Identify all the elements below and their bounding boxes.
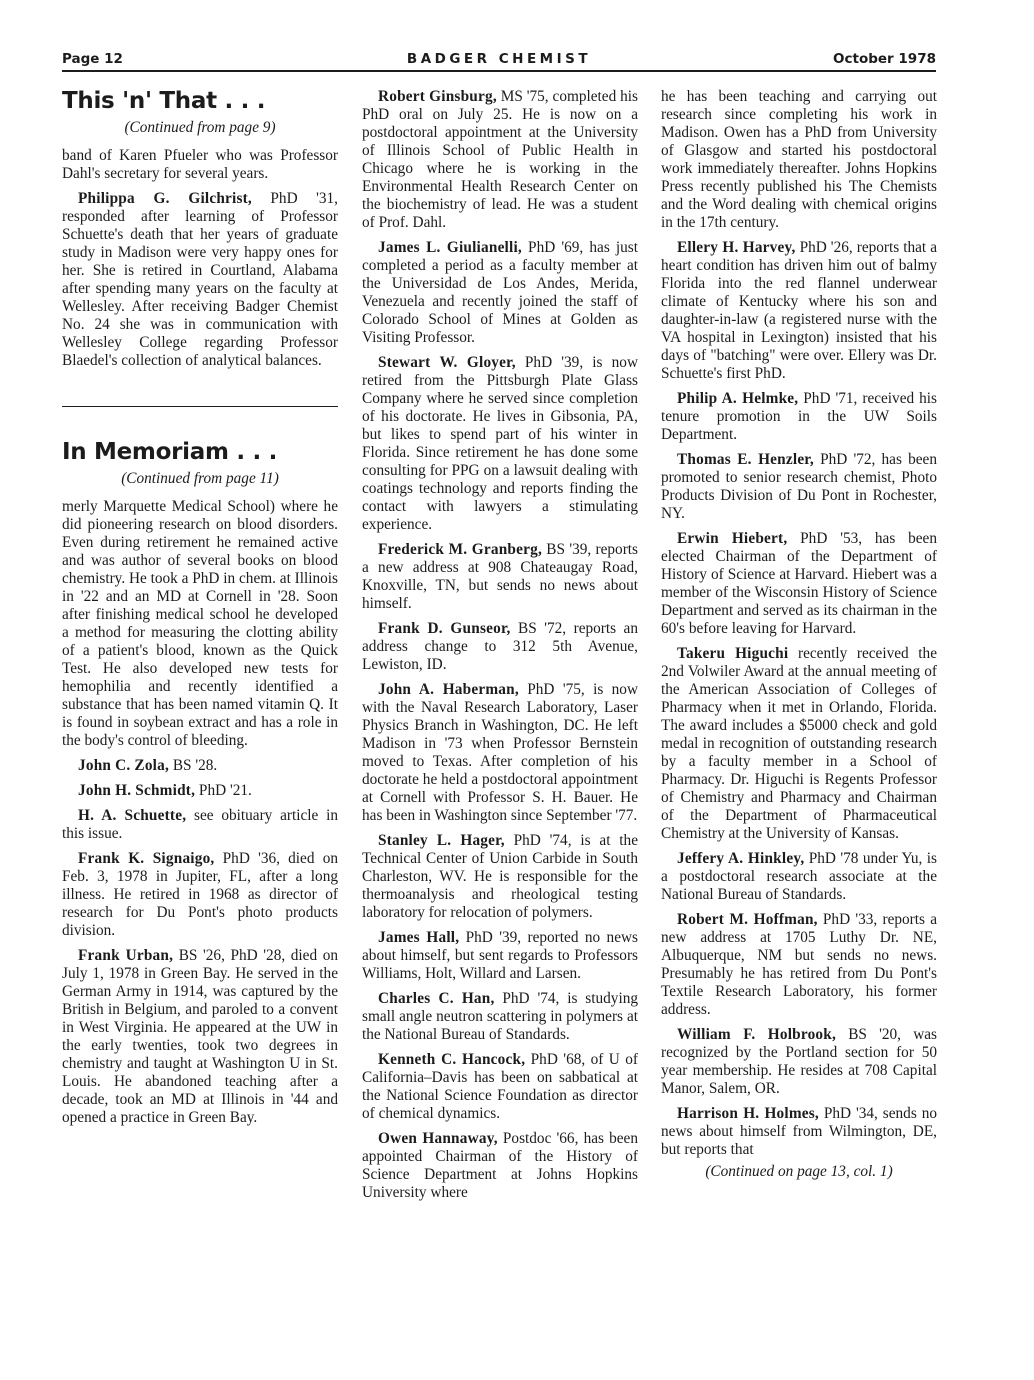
- news-item: [362, 1051, 638, 1123]
- item-text: he has been teaching and carrying out research since completing his work in Madison. Owen has a PhD from University of Glasgow and started his postdoctoral work immediately thereafter. Johns Hopkins Press recently published his The Chemists and the Word dealing with chemical origins in the 17th century.: [661, 88, 937, 231]
- item-text: PhD '68, of U of California–Davis has been on sabbatical at the National Science Foundation as director of chemical dynamics.: [362, 1051, 639, 1122]
- news-item: [362, 239, 638, 347]
- continued-on-note: (Continued on page 13, col. 1): [705, 1163, 893, 1180]
- news-item: [661, 88, 937, 232]
- item-text: PhD '78 under Yu, is a postdoctoral research associate at the National Bureau of Standards.: [661, 850, 937, 903]
- news-item: [362, 990, 638, 1044]
- item-text: PhD '74, is at the Technical Center of Union Carbide in South Charleston, WV. He is responsible for the thermoanalysis and rheological testing laboratory for relocation of polymers.: [362, 832, 638, 921]
- alumnus-name: Ellery H. Harvey,: [677, 239, 796, 256]
- news-item: [362, 1130, 638, 1202]
- item-text: PhD '74, is studying small angle neutron scattering in polymers at the National Bureau of Standards.: [362, 990, 638, 1043]
- item-text: PhD '53, has been elected Chairman of the Department of History of Science at Harvard. Hiebert was a member of the Wisconsin History of Science Department and served as its chairman in the 60's before leaving for Harvard.: [661, 530, 937, 637]
- news-item: [362, 88, 638, 232]
- news-item: [62, 498, 338, 750]
- item-text: PhD '31, responded after learning of Professor Schuette's death that her years of graduate study in Madison were very happy ones for her. She is retired in Courtland, Alabama after spending many years on the faculty at Wellesley. After receiving Badger Chemist No. 24 she was in communication with Wellesley College regarding Professor Blaedel's collection of analytical balances.: [62, 190, 338, 369]
- in-memoriam-continued: (Continued from page 11): [121, 470, 279, 487]
- item-text: PhD '39, reported no news about himself, but sent regards to Professors Williams, Holt, Willard and Larsen.: [362, 929, 638, 982]
- news-item: [362, 354, 638, 534]
- news-item: [362, 681, 638, 825]
- alumnus-name: Kenneth C. Hancock,: [378, 1051, 526, 1068]
- item-text: PhD '72, has been promoted to senior research chemist, Photo Products Division of Du Pont in Rochester, NY.: [661, 451, 937, 522]
- item-text: BS '26, PhD '28, died on July 1, 1978 in Green Bay. He served in the German Army in 1914, was captured by the British in Belgium, and paroled to a convent in West Virginia. He appeared at the UW in the early twenties, took two degrees in chemistry and taught at Washington U in St. Louis. He abandoned teaching after a decade, took an MD at Illinois in '44 and opened a practice in Green Bay.: [62, 947, 338, 1126]
- item-text: see obituary article in this issue.: [62, 807, 338, 842]
- item-text: Postdoc '66, has been appointed Chairman of the History of Science Department at Johns Hopkins University where: [362, 1130, 638, 1201]
- alumnus-name: Frank K. Signaigo,: [78, 850, 215, 867]
- item-text: BS '28.: [169, 757, 218, 774]
- news-item: [661, 1105, 937, 1159]
- in-memoriam-heading: In Memoriam . . .: [62, 439, 278, 465]
- item-text: BS '20, was recognized by the Portland section for 50 year membership. He resides at 708 Capital Manor, Salem, OR.: [661, 1026, 937, 1097]
- alumnus-name: Erwin Hiebert,: [677, 530, 788, 547]
- column-3: [661, 88, 937, 1181]
- news-item: [661, 390, 937, 444]
- alumnus-name: Takeru Higuchi: [677, 645, 789, 662]
- alumnus-name: Robert Ginsburg,: [378, 88, 497, 105]
- news-item: [661, 645, 937, 843]
- alumnus-name: William F. Holbrook,: [677, 1026, 837, 1043]
- item-text: BS '72, reports an address change to 312 5th Avenue, Lewiston, ID.: [362, 620, 638, 673]
- news-item: [62, 190, 338, 370]
- alumnus-name: Stanley L. Hager,: [378, 832, 505, 849]
- item-text: PhD '21.: [195, 782, 252, 799]
- news-item: [661, 239, 937, 383]
- news-item: [62, 147, 338, 183]
- column-2-body: [362, 88, 638, 1202]
- alumnus-name: Harrison H. Holmes,: [677, 1105, 819, 1122]
- news-item: [362, 929, 638, 983]
- news-item: [62, 757, 338, 775]
- this-n-that-continued: (Continued from page 9): [124, 119, 276, 136]
- alumnus-name: James Hall,: [378, 929, 460, 946]
- item-text: PhD '39, is now retired from the Pittsburgh Plate Glass Company where he served since completion of his doctorate. He lives in Gibsonia, PA, but likes to spend part of his winter in Florida. Since retirement he has done some consulting for PPG on a lawsuit dealing with coatings technology and reports finding the contact with lawyers a stimulating experience.: [362, 354, 638, 533]
- alumnus-name: John A. Haberman,: [378, 681, 519, 698]
- alumnus-name: Stewart W. Gloyer,: [378, 354, 516, 371]
- section-divider: [62, 406, 338, 407]
- item-text: band of Karen Pfueler who was Professor Dahl's secretary for several years.: [62, 147, 338, 182]
- news-item: [661, 530, 937, 638]
- this-n-that-heading: This 'n' That . . .: [62, 88, 266, 114]
- item-text: PhD '36, died on Feb. 3, 1978 in Jupiter, FL, after a long illness. He retired in 1968 as director of research for Du Pont's photo products division.: [62, 850, 338, 939]
- item-text: MS '75, completed his PhD oral on July 25. He is now on a postdoctoral appointment at the University of Illinois School of Public Health in Chicago where he is working in the Environmental Health Research Center on the biochemistry of lead. He was a student of Prof. Dahl.: [362, 88, 638, 231]
- item-text: PhD '33, reports a new address at 1705 Luthy Dr. NE, Albuquerque, NM but sends no news. Presumably he has retired from Du Pont's Textile Research Laboratory, his former address.: [661, 911, 937, 1018]
- item-text: PhD '75, is now with the Naval Research Laboratory, Laser Physics Branch in Washington, DC. He left Madison in '73 when Professor Bernstein moved to Texas. After completion of his doctorate he held a postdoctoral appointment at Cornell with Professor S. H. Bauer. He has been in Washington since September '77.: [362, 681, 638, 824]
- this-n-that-body: [62, 147, 338, 370]
- alumnus-name: John C. Zola,: [78, 757, 170, 774]
- alumnus-name: Robert M. Hoffman,: [677, 911, 818, 928]
- news-item: [62, 947, 338, 1127]
- alumnus-name: John H. Schmidt,: [78, 782, 196, 799]
- item-text: PhD '71, received his tenure promotion in the UW Soils Department.: [661, 390, 937, 443]
- item-text: BS '39, reports a new address at 908 Chateaugay Road, Knoxville, TN, but sends no news about himself.: [362, 541, 638, 612]
- item-text: merly Marquette Medical School) where he did pioneering research on blood disorders. Even during retirement he remained active and was author of several books on blood chemistry. He took a PhD in chem. at Illinois in '22 and an MD at Cornell in '28. Soon after finishing medical school he developed a method for measuring the clotting ability of a patient's blood, known as the Quick Test. He also developed new tests for hemophilia and recently identified a substance that has been named vitamin Q. It is found in soybean extract and has a role in the body's control of bleeding.: [62, 498, 339, 749]
- publication-title: BADGER CHEMIST: [406, 51, 592, 67]
- alumnus-name: Philippa G. Gilchrist,: [78, 190, 252, 207]
- alumnus-name: Charles C. Han,: [378, 990, 495, 1007]
- alumnus-name: Frederick M. Granberg,: [378, 541, 542, 558]
- issue-date: October 1978: [833, 51, 936, 67]
- news-item: [661, 850, 937, 904]
- news-item: [62, 850, 338, 940]
- news-item: [62, 782, 338, 800]
- column-3-body: [661, 88, 937, 1159]
- alumnus-name: Philip A. Helmke,: [677, 390, 799, 407]
- news-item: [62, 807, 338, 843]
- column-1: [62, 88, 338, 1127]
- page-header: [62, 48, 936, 72]
- alumnus-name: Jeffery A. Hinkley,: [677, 850, 805, 867]
- item-text: recently received the 2nd Volwiler Award at the annual meeting of the American Association of Colleges of Pharmacy when it met in Orlando, Florida. The award includes a $5000 check and gold medal in recognition of outstanding research by a faculty member in a School of Pharmacy. Dr. Higuchi is Regents Professor of Chemistry and Pharmacy and Chairman of the Department of Pharmaceutical Chemistry at the University of Kansas.: [661, 645, 937, 842]
- item-text: PhD '34, sends no news about himself from Wilmington, DE, but reports that: [661, 1105, 937, 1158]
- news-item: [661, 911, 937, 1019]
- alumnus-name: Frank D. Gunseor,: [378, 620, 511, 637]
- alumnus-name: Owen Hannaway,: [378, 1130, 498, 1147]
- item-text: PhD '26, reports that a heart condition has driven him out of balmy Florida into the red flannel underwear climate of Kentucky where his son and daughter-in-law (a registered nurse with the VA hospital in Lexington) insisted that his days of "batching" were over. Ellery was Dr. Schuette's first PhD.: [661, 239, 937, 382]
- news-item: [661, 451, 937, 523]
- news-item: [661, 1026, 937, 1098]
- in-memoriam-body: [62, 498, 338, 1127]
- news-item: [362, 541, 638, 613]
- alumnus-name: Thomas E. Henzler,: [677, 451, 814, 468]
- item-text: PhD '69, has just completed a period as a faculty member at the Universidad de Los Andes, Merida, Venezuela and recently joined the staff of Colorado School of Mines at Golden as Visiting Professor.: [362, 239, 638, 346]
- news-item: [362, 620, 638, 674]
- news-item: [362, 832, 638, 922]
- alumnus-name: Frank Urban,: [78, 947, 174, 964]
- page-number: Page 12: [62, 51, 123, 67]
- alumnus-name: James L. Giulianelli,: [378, 239, 522, 256]
- column-2: [362, 88, 638, 1202]
- alumnus-name: H. A. Schuette,: [78, 807, 187, 824]
